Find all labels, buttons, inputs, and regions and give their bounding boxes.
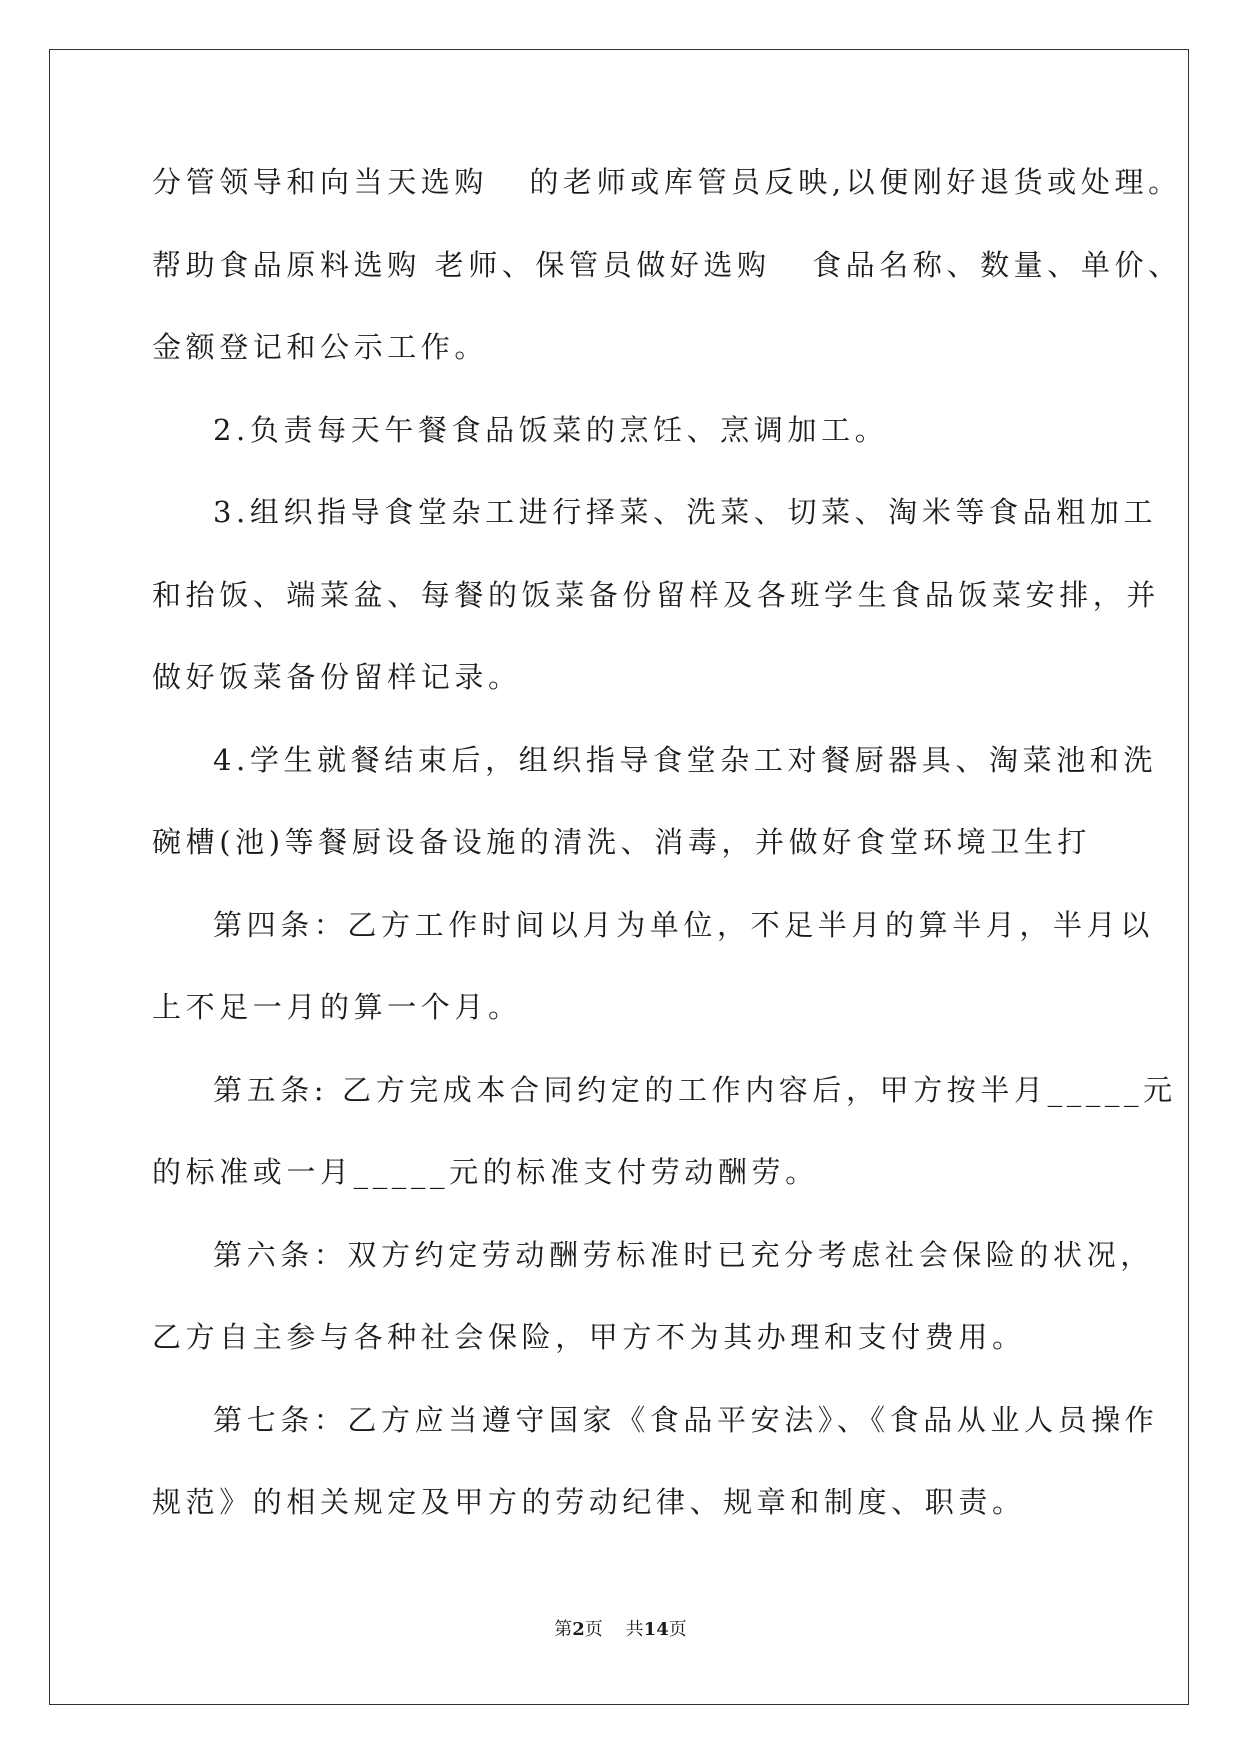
paragraph-line: 第四条：乙方工作时间以月为单位，不足半月的算半月，半月以 (213, 907, 1154, 942)
paragraph-line: 规范》的相关规定及甲方的劳动纪律、规章和制度、职责。 (152, 1485, 1026, 1519)
paragraph-line: 乙方自主参与各种社会保险，甲方不为其办理和支付费用。 (152, 1320, 1026, 1354)
page-suffix: 页 (584, 1619, 603, 1640)
page-number: 2 (572, 1619, 585, 1640)
paragraph-line: 第五条: 乙方完成本合同约定的工作内容后，甲方按半月_____元 (213, 1072, 1177, 1107)
page-prefix: 第 (554, 1619, 573, 1640)
paragraph-line: 的标准或一月_____元的标准支付劳动酬劳。 (152, 1155, 819, 1189)
paragraph-line: 和抬饭、端菜盆、每餐的饭菜备份留样及各班学生食品饭菜安排，并 (152, 577, 1161, 612)
paragraph-line: 第七条：乙方应当遵守国家《食品平安法》、《食品从业人员操作 (213, 1402, 1159, 1437)
paragraph-line: 做好饭菜备份留样记录。 (152, 660, 522, 694)
paragraph-line: 分管领导和向当天选购 的老师或库管员反映,以便刚好退货或处理。 (152, 165, 1182, 199)
paragraph-line: 3.组织指导食堂杂工进行择菜、洗菜、切菜、淘米等食品粗加工 (213, 495, 1158, 529)
page-footer (0, 1618, 1241, 1642)
paragraph-line: 上不足一月的算一个月。 (152, 990, 522, 1024)
paragraph-line: 2.负责每天午餐食品饭菜的烹饪、烹调加工。 (213, 412, 889, 447)
paragraph-line: 4.学生就餐结束后，组织指导食堂杂工对餐厨器具、淘菜池和洗 (213, 742, 1158, 777)
paragraph-line: 帮助食品原料选购 老师、保管员做好选购 食品名称、数量、单价、 (152, 247, 1182, 282)
document-body (152, 162, 1182, 1565)
paragraph-line: 金额登记和公示工作。 (152, 330, 489, 364)
total-prefix: 共 (625, 1619, 644, 1640)
page-total: 14 (643, 1619, 669, 1640)
total-suffix: 页 (668, 1619, 687, 1640)
paragraph-line: 碗槽(池)等餐厨设备设施的清洗、消毒，并做好食堂环境卫生打 (152, 825, 1092, 859)
paragraph-line: 第六条：双方约定劳动酬劳标准时已充分考虑社会保险的状况， (213, 1237, 1154, 1272)
